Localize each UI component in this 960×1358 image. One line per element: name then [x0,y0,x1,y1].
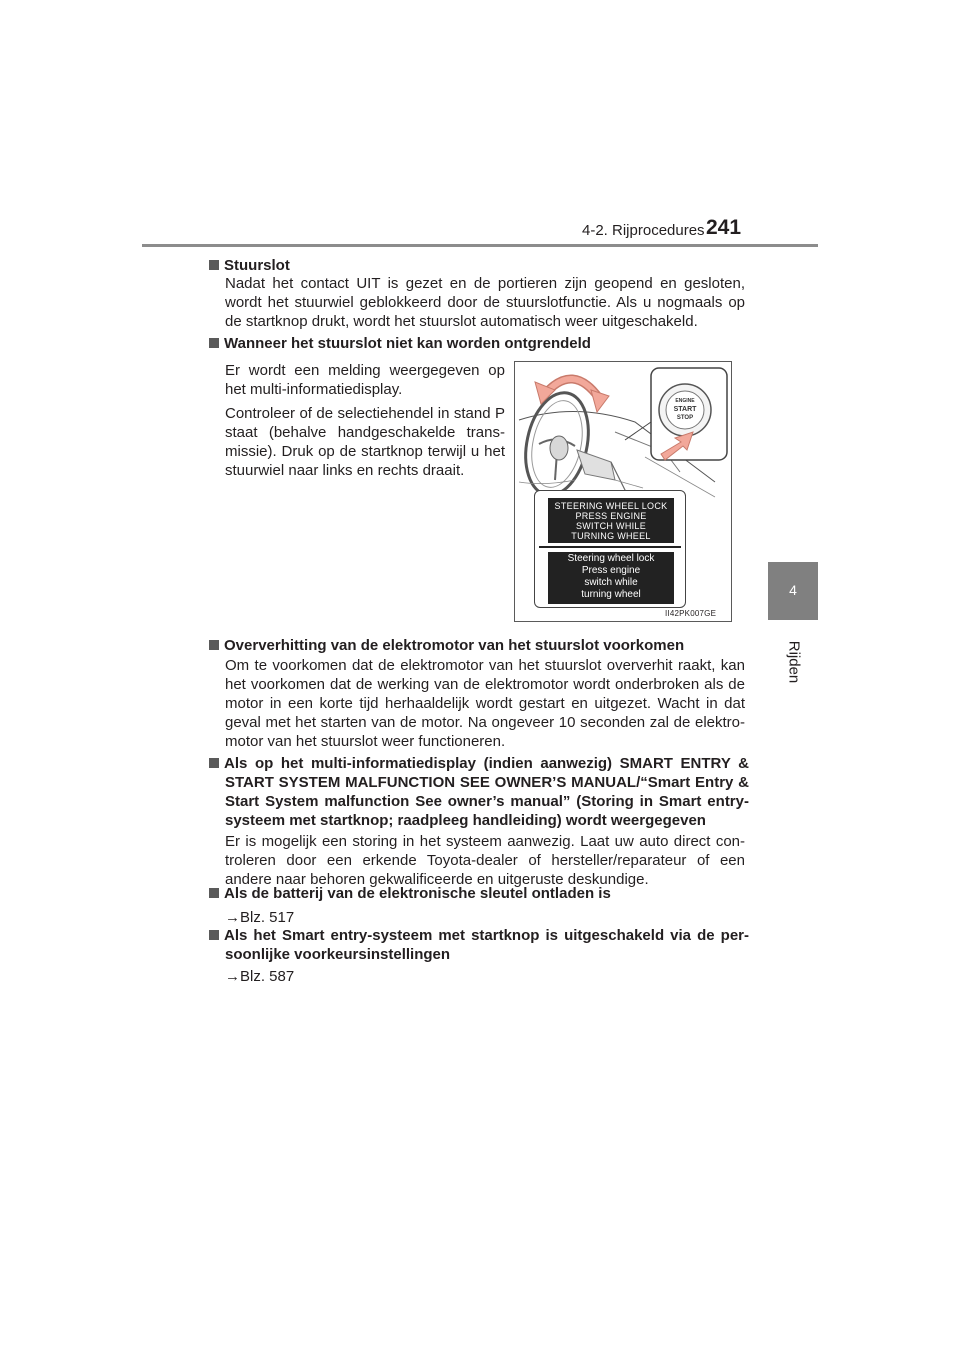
heading-overheating [209,636,684,655]
lcd-line: switch while [584,577,638,588]
heading-stuurslot [209,256,290,275]
info-display-callout [534,490,686,608]
paragraph-message: Er wordt een melding weergegeven op het multi-informatiedisplay. [225,362,505,398]
heading-text: Als het Smart entry-systeem met startknop is uitgeschakeld via de per-soonlijke voorkeursinstellingen [224,927,749,963]
lcd-message-lower [548,552,674,604]
chapter-tab [768,562,818,620]
square-bullet-icon [209,758,219,768]
figure-id: II42PK007GE [665,609,717,618]
lcd-message-upper [548,498,674,543]
square-bullet-icon [209,930,219,940]
paragraph-stuurslot: Nadat het contact UIT is gezet en de portieren zijn geopend en gesloten, wordt het stuurwiel geblokkeerd door de stuurslotfunctie. Als u nogmaals op de startknop drukt, wordt het stuurslot automatisch weer uitgeschakeld. [225,275,745,330]
button-label-engine: ENGINE [675,398,695,404]
heading-unlock [209,334,591,353]
chapter-label [774,632,814,692]
steering-lock-figure [514,361,732,622]
heading-battery [209,884,611,903]
heading-text: Stuurslot [224,257,290,274]
section-title: 4-2. Rijprocedures [582,222,705,239]
page-header [0,0,960,250]
chapter-label-text: Rijden [785,640,803,684]
lcd-line: SWITCH WHILE [575,521,647,531]
page-reference-517[interactable]: →Blz. 517 [225,909,295,926]
heading-text: Oververhitting van de elektromotor van het stuurslot voorkomen [224,637,685,654]
page-reference-587[interactable]: →Blz. 587 [225,968,295,985]
heading-malfunction [209,754,749,830]
heading-smart-entry-disabled [209,926,749,964]
square-bullet-icon [209,338,219,348]
lcd-line: turning wheel [581,589,641,600]
square-bullet-icon [209,260,219,270]
button-label-start: START [673,406,697,413]
paragraph-malfunction: Er is mogelijk een storing in het systeem aanwezig. Laat uw auto direct con-troleren door een erkende Toyota-dealer of hersteller/reparateur of een andere naar behoren gekwalificeerde en uitgeruste deskundige. [225,833,745,888]
paragraph-instructions: Controleer of de selectiehendel in stand P staat (behalve handgeschakelde trans-missie). Druk op de startknop terwijl u het stuurwiel naar links en rechts draait. [225,405,505,479]
lcd-line: PRESS ENGINE [575,511,647,521]
page-number: 241 [706,216,742,239]
header-rule [142,244,818,247]
paragraph-overheating: Om te voorkomen dat de elektromotor van het stuurslot oververhit raakt, kan het voorkomen dat de werking van de elektromotor wordt onderbroken als de motor in een korte tijd herhaaldelijk wordt gestart en uitgezet. Wacht in dat geval met het starten van de motor. Na ongeveer 10 seconden zal de elektro-motor van het stuurslot weer functioneren. [225,657,745,750]
button-label-stop: STOP [676,415,694,421]
square-bullet-icon [209,888,219,898]
lcd-line: TURNING WHEEL [571,531,651,541]
heading-text: Wanneer het stuurslot niet kan worden ontgrendeld [224,335,591,352]
lcd-line: Press engine [581,565,641,576]
heading-text: Als op het multi-informatiedisplay (indien aanwezig) SMART ENTRY & START SYSTEM MALFUNCTION SEE OWNER’S MANUAL/“Smart Entry & Start System malfunction See owner’s manual” (Storing in Smart entry-systeem met startknop; raadpleeg handleiding) wordt weergegeven [224,755,749,829]
square-bullet-icon [209,640,219,650]
lcd-line: Steering wheel lock [567,553,655,564]
display-divider [539,546,681,548]
lcd-line: STEERING WHEEL LOCK [554,501,668,511]
heading-text: Als de batterij van de elektronische sleutel ontladen is [224,885,611,902]
chapter-number: 4 [789,582,797,598]
